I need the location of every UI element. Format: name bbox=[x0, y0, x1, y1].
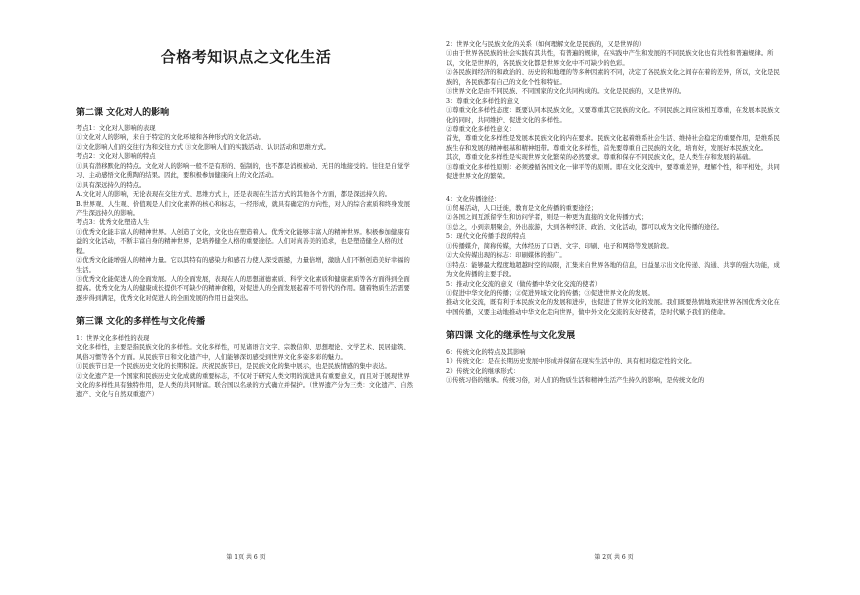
paragraph: ②文化遗产是一个国家和民族历史文化成就的重要标志，不仅对于研究人类文明的演进具有重要意义，而且对于展现世界文化的多样性具有独特作用，是人类的共同财富。联合国以名录的方式确立并保护。（世界遗产分为三类：文化遗产、自然遗产、文化与自然双重遗产） bbox=[76, 372, 413, 399]
paragraph: ①促进中华文化的传播；②促进异域文化的传播；③促进世界文化的发展。 bbox=[446, 289, 654, 297]
paragraph: 考点3：优秀文化塑造人生 bbox=[76, 219, 150, 227]
paragraph: ①尊重文化多样性态度：既要认同本民族文化，又要尊重其它民族的文化。不同民族之间应该相互尊重，在发展本民族文化的同时，共同维护、促进文化的多样性。 bbox=[446, 107, 780, 124]
paragraph: ③世界文化是由不同民族、不同国家的文化共同构成的。文化是民族的，又是世界的。 bbox=[446, 88, 686, 96]
paragraph: ③总之，小到亲朋聚会，外出旅游，大到各种经济、政治、文化活动，都可以成为文化传播的途径。 bbox=[446, 223, 724, 231]
paragraph: ②各民族间经济的和政治的、历史的和地理的等多种因素的不同，决定了各民族文化之间存在着的差异，所以，文化是民族的，各民族都有自己的文化个性和特征。 bbox=[446, 69, 780, 86]
paragraph: ①优秀文化能丰富人的精神世界。人创造了文化，文化也在塑造着人。优秀文化能够丰富人的精神世界。积极参加健康有益的文化活动，不断丰富自身的精神世界，是培养健全人格的重要途径。人们对真善美的追求，也是塑造健全人格的过程。 bbox=[76, 228, 410, 255]
paragraph: 4：文化传播途径： bbox=[446, 195, 501, 203]
paragraph: 考点2：文化对人影响的特点 bbox=[76, 153, 156, 161]
lesson2-body bbox=[76, 124, 416, 303]
paragraph: 6：传统文化的特点及其影响 bbox=[446, 348, 526, 356]
paragraph: ②优秀文化能增强人的精神力量。它以其特有的感染力和感召力使人深受震撼，力量倍增，激励人们不断创造美好幸福的生活。 bbox=[76, 257, 410, 274]
paragraph: ②具有深远持久的特点。 bbox=[76, 181, 146, 189]
paragraph: ①文化对人的影响，来自于特定的文化环境和各种形式的文化活动。 bbox=[76, 134, 265, 142]
right-column bbox=[446, 40, 786, 386]
paragraph: ③优秀文化能促进人的全面发展。人的全面发展，表现在人的思想道德素质、科学文化素质和健康素质等各方面得到全面提高。优秀文化为人的健康成长提供不可缺少的精神食粮，对促进人的全面发展起着不可替代的作用。随着物质生活需要逐步得到满足，优秀文化对促进人的全面发展的作用日益突出。 bbox=[76, 276, 410, 302]
paragraph: 1：世界文化多样性的表现 bbox=[76, 334, 150, 342]
lesson4-body bbox=[446, 348, 786, 386]
paragraph: 1）传统文化：是在长期历史发展中形成并保留在现实生活中的、具有相对稳定性的文化。 bbox=[446, 358, 696, 366]
paragraph: ①民族节日是一个民族历史文化的长期积淀。庆祝民族节日，是民族文化的集中展示，也是民族情感的集中表达。 bbox=[76, 363, 391, 371]
paragraph: ②各国之间互派留学生和访问学者，则是一种更为直接的文化传播方式； bbox=[446, 214, 648, 222]
paragraph: ③特点：能够最大程度地超越时空的局限，汇集来自世界各地的信息，日益显示出文化传递、沟通、共享的强大功能，成为文化传播的主要手段。 bbox=[446, 261, 780, 279]
section-title-lesson4: 第四课 文化的继承性与文化发展 bbox=[446, 331, 576, 342]
paragraph: 考点1：文化对人影响的表现 bbox=[76, 125, 156, 132]
culture-communication-block bbox=[446, 195, 786, 318]
page-title: 合格考知识点之文化生活 bbox=[160, 48, 332, 66]
paragraph: 推动文化交流，既有利于本民族文化的发展和进步，也促进了世界文化的发展。我们既要热情地欢迎世界各国优秀文化在中国传播，又要主动地推动中华文化走向世界，做中外文化交流的友好使者，是时代赋予我们的使命。 bbox=[446, 299, 780, 316]
paragraph: 2：世界文化与民族文化的关系（如何理解文化是民族的，又是世界的） bbox=[446, 41, 646, 48]
paragraph: 5：现代文化传播手段的特点 bbox=[446, 233, 526, 241]
page-footer-right: 第 2页 共 6 页 bbox=[594, 554, 634, 561]
paragraph: 其次，尊重文化多样性是实现世界文化繁荣的必然要求。尊重和保存不同民族文化，是人类生存和发展的基础。 bbox=[446, 154, 755, 162]
section-title-lesson2: 第二课 文化对人的影响 bbox=[76, 107, 170, 118]
paragraph: ③尊重文化多样性原则：必须遵循各国文化一律平等的原则。即在文化交流中，要尊重差异，理解个性，和平相处，共同促进世界文化的繁荣。 bbox=[446, 163, 780, 181]
page-footer-left: 第 1页 共 6 页 bbox=[226, 554, 266, 561]
paragraph: ①贸易活动，人口迁徙，教育是文化传播的重要途径； bbox=[446, 205, 598, 212]
paragraph: 3：尊重文化多样性的意义 bbox=[446, 97, 520, 105]
paragraph: ①具有潜移默化的特点。文化对人的影响一般不是有形的、强制的，也不都是消极被动、无目的地接受的。往往是自觉学习、主动感悟文化熏陶的结果。因此，要积极参加健康向上的文化活动。 bbox=[76, 162, 410, 180]
paragraph: B.世界观、人生观、价值观是人们文化素养的核心和标志，一经形成，就具有确定的方向性，对人的综合素质和终身发展产生深远持久的影响。 bbox=[76, 200, 411, 217]
left-column bbox=[76, 46, 416, 400]
world-culture-block bbox=[446, 40, 786, 182]
paragraph: 首先，尊重文化多样性是发展本民族文化的内在要求。民族文化起着维系社会生活、维持社会稳定的重要作用，是维系民族生存和发展的精神根基和精神纽带。尊重文化多样性，首先要尊重自己民族的文化，培育好，发展好本民族文化。 bbox=[446, 135, 780, 152]
paragraph: 2）传统文化的继承形式： bbox=[446, 367, 520, 375]
paragraph: ①由于世界各民族的社会实践有其共性，有普遍的规律，在实践中产生和发展的不同民族文化也有共性和普遍规律。所以，文化是世界的，各民族文化都是世界文化中不可缺少的色彩。 bbox=[446, 50, 774, 67]
lesson3-body bbox=[76, 334, 416, 400]
paragraph: A.文化对人的影响，无论表现在交往方式、思维方式上，还是表现在生活方式的其他各个方面，都是深远持久的。 bbox=[76, 191, 392, 199]
paragraph: ②大众传媒出现的标志：印刷媒体的推广。 bbox=[446, 252, 566, 260]
paragraph: ①传播媒介，简称传媒，大体经历了口语、文字、印刷、电子和网络等发展阶段。 bbox=[446, 242, 673, 250]
paragraph: ②尊重文化多样性意义： bbox=[446, 125, 516, 133]
paragraph: ②文化影响人们的交往行为和交往方式 ③文化影响人们的实践活动、认识活动和思维方式。 bbox=[76, 143, 330, 151]
paragraph: ①传统习俗的继承。传统习俗，对人们的物质生活和精神生活产生持久的影响，是传统文化的 bbox=[446, 377, 705, 385]
paragraph: 文化多样性，主要是指民族文化的多样性。文化多样性，可见诸语言文字、宗教信仰、思想理论、文学艺术、民居建筑、风俗习惯等各个方面。从民族节日和文化遗产中，人们能够深切感受到世界文化多姿多彩的魅力。 bbox=[76, 344, 410, 361]
section-title-lesson3: 第三课 文化的多样性与文化传播 bbox=[76, 317, 206, 328]
paragraph: 5：推动文化交流的意义（做传播中华文化交流的使者） bbox=[446, 280, 602, 288]
